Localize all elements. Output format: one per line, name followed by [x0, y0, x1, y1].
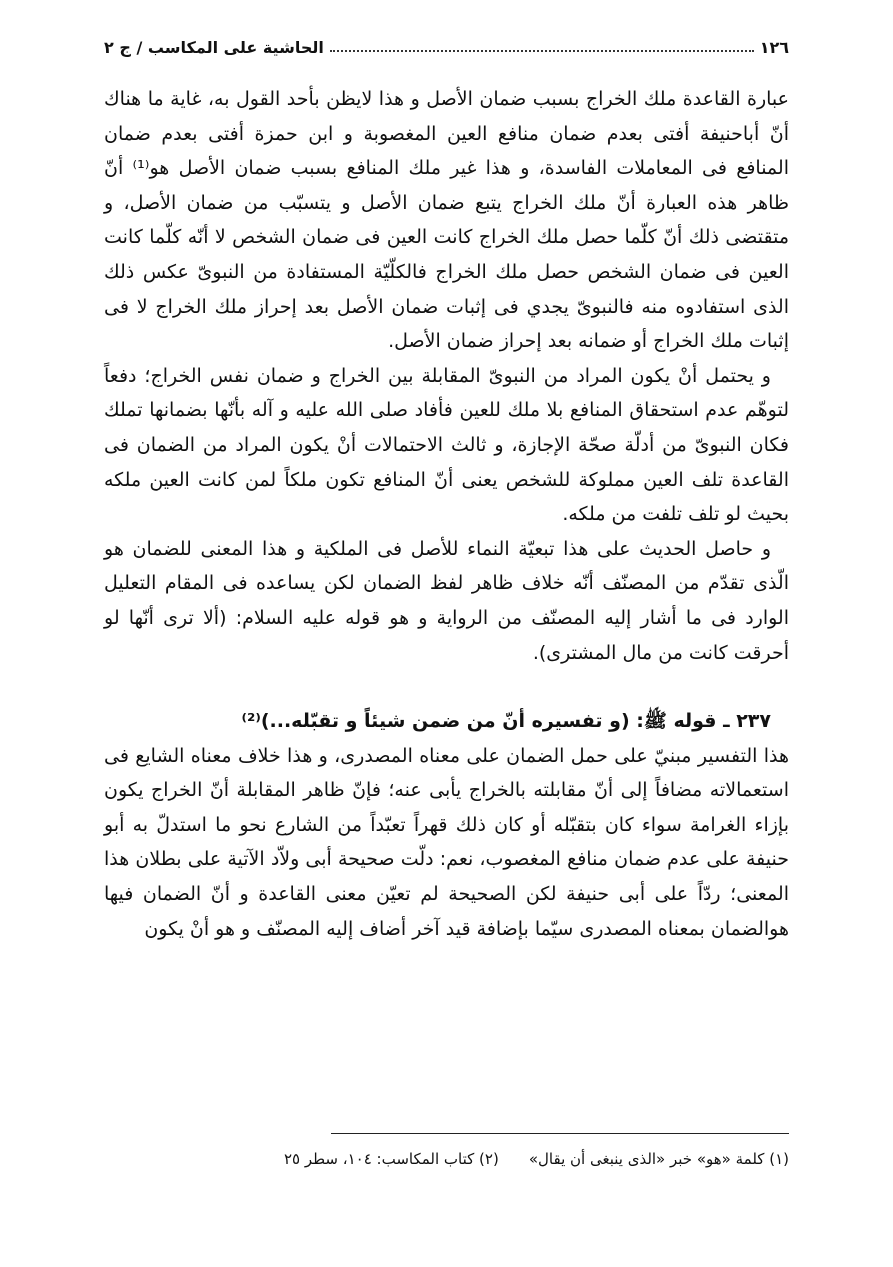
- page-number: ١٢٦: [759, 37, 789, 57]
- header-dot-leader: [330, 50, 754, 52]
- paragraph: و يحتمل أنْ يكون المراد من النبوىّ المقابلة بين الخراج و ضمان نفس الخراج؛ دفعاً لتوهّم عدم استحقاق المنافع بلا ملك للعين فأفاد صلى الله عليه و آله بأنّها بضمانها تملك فكان النبوىّ من أدلّة صحّة الإجازة، و ثالث الاحتمالات أنْ يكون المراد من الضمان فى القاعدة تلف العين مملوكة للشخص يعنى أنّ المنافع تكون ملكاً لمن كانت العين ملكه بحيث لو تلف تلفت من ملكه.: [104, 364, 789, 526]
- running-header: [104, 34, 789, 60]
- section-number: ٢٣٧: [736, 710, 771, 733]
- section-heading-text: ـ قوله ﷺ: (و تفسيره أنّ من ضمن شيئاً و تقبّله...)⁽²⁾: [241, 710, 730, 733]
- paragraph: عبارة القاعدة ملك الخراج بسبب ضمان الأصل و هذا لايظن بأحد القول به، غاية ما هناك أنّ أباحنيفة أفتى بعدم ضمان منافع العين المغصوبة و ابن حمزة أفتى بعدم ضمان المنافع فى المعاملات الفاسدة، و هذا غير ملك المنافع بسبب ضمان الأصل هو⁽¹⁾ أنّ ظاهر هذه العبارة أنّ ملك الخراج يتبع ضمان الأصل و يتسبّب من ضمان الأصل، و متقتضى ذلك أنّ كلّما حصل ملك الخراج كانت العين فى ضمان الشخص لا أنّه كلّما كانت العين فى ضمان الشخص حصل ملك الخراج فالكلّيّة المستفادة من النبوىّ عكس ذلك الذى استفادوه منه فالنبوىّ يجدي فى إثبات ضمان الأصل بعد إحراز ملك الخراج لا فى إثبات ملك الخراج أو ضمانه بعد إحراز ضمان الأصل.: [104, 88, 789, 353]
- footnote: (١) كلمة «هو» خبر «الذى ينبغى أن يقال»: [528, 1150, 789, 1168]
- footnote: (٢) كتاب المكاسب: ١٠٤، سطر ٢٥: [283, 1150, 499, 1168]
- footnote-divider: [331, 1133, 789, 1134]
- section-spacer: [104, 670, 789, 704]
- running-title: الحاشية على المكاسب / ج ٢: [104, 37, 324, 57]
- footnotes: [104, 1148, 789, 1170]
- paragraph: و حاصل الحديث على هذا تبعيّة النماء للأصل فى الملكية و هذا المعنى للضمان هو الّذى تقدّم من المصنّف أنّه خلاف ظاهر لفظ الضمان لكن يساعده فى المقام التعليل الوارد فى ما أشار إليه المصنّف من الرواية و هو قوله عليه السلام: (ألا ترى أنّها لو أحرقت كانت من مال المشترى).: [104, 537, 789, 664]
- section-paragraph: هذا التفسير مبنيّ على حمل الضمان على معناه المصدرى، و هذا خلاف معناه الشايع فى استعمالاته مضافاً إلى أنّ مقابلته بالخراج يأبى عنه؛ فإنّ ظاهر المقابلة أنّ الخراج يكون بإزاء الغرامة سواء كان بتقبّله أو كان ذلك قهراً تعبّداً من الشارع نحو ما استدلّ به أبو حنيفة على عدم ضمان منافع المغصوب، نعم: دلّت صحيحة أبى ولاّد الآتية على بطلان هذا المعنى؛ ردّاً على أبى حنيفة لكن الصحيحة لم تعيّن معنى القاعدة و أنّ الضمان فيها هوالضمان بمعناه المصدرى سيّما بإضافة قيد آخر أضاف إليه المصنّف و هو أنْ يكون: [104, 744, 789, 940]
- main-text: [104, 82, 789, 946]
- section-heading: [104, 704, 789, 739]
